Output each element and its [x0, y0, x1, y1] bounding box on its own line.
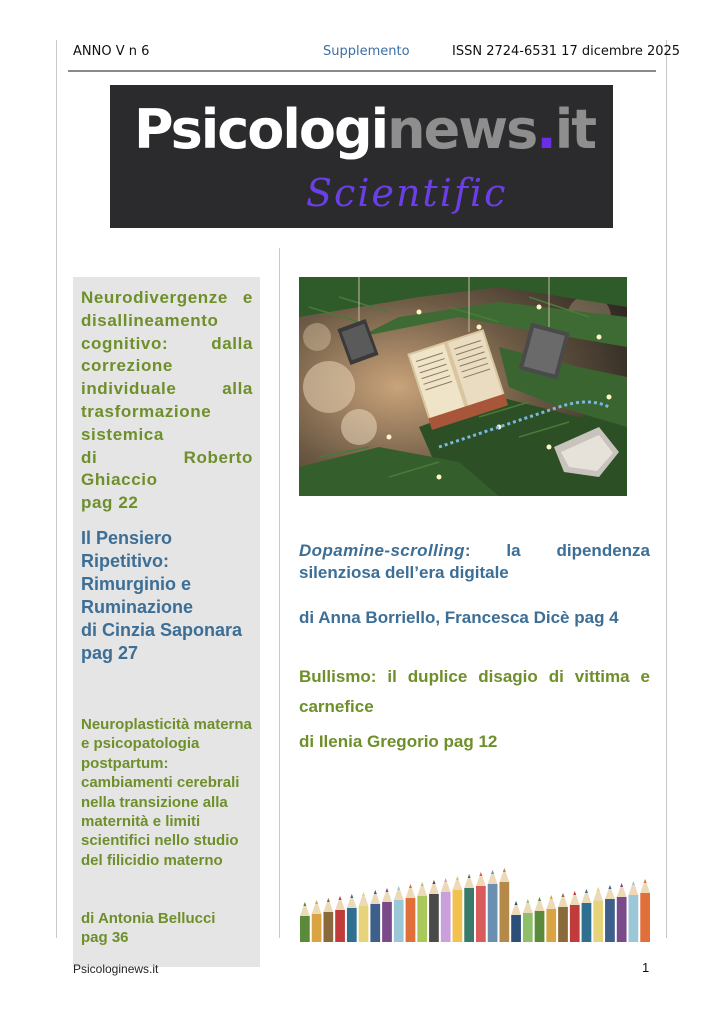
- pencil-lead: [503, 868, 506, 872]
- sidebar-article-3-page: pag 36: [81, 929, 129, 947]
- pencil-body: [605, 899, 615, 942]
- pencil-lead: [339, 896, 342, 900]
- sidebar-article-3-title: Neuroplasticità materna e psicopatologia postpartum: cambiamenti cerebrali nella transizione alla maternità e limiti scientifici nello studio del filicidio materno: [81, 716, 252, 869]
- pencil-body: [300, 916, 310, 942]
- pencil-body: [629, 895, 639, 942]
- issn-date: ISSN 2724-6531 17 dicembre 2025: [452, 44, 681, 59]
- main-article-2-title[interactable]: Bullismo: il duplice disagio di vittima e carnefice: [299, 667, 650, 716]
- pencil-lead: [409, 884, 412, 888]
- masthead-title-part1: Psicologi: [134, 98, 388, 161]
- pencil-body: [323, 912, 333, 942]
- masthead-title-dot: .: [536, 98, 555, 161]
- pencil-lead: [444, 878, 447, 882]
- pencil-body: [546, 909, 556, 942]
- pencil-body: [441, 892, 451, 942]
- page-number: 1: [642, 960, 650, 975]
- masthead-title: [134, 98, 596, 161]
- pencil-body: [417, 896, 427, 942]
- pencil-body: [593, 901, 603, 942]
- pencil-body: [382, 902, 392, 942]
- pencil-lead: [538, 897, 541, 901]
- pencil-body: [476, 886, 486, 942]
- pencil-lead: [350, 894, 353, 898]
- section-label: Supplemento: [323, 44, 410, 59]
- pencil-body: [558, 907, 568, 942]
- sidebar-article-2-page: pag 27: [81, 643, 139, 663]
- colored-pencils-drawing: [299, 852, 651, 942]
- sidebar-article-1-page: pag 22: [81, 493, 139, 513]
- pencil-body: [347, 908, 357, 942]
- main-article-1-title-rest: : la dipendenza silenziosa dell’era digitale: [299, 541, 650, 582]
- pencil-lead: [597, 887, 600, 891]
- pencil-body: [464, 888, 474, 942]
- main-article-1-byline: di Anna Borriello, Francesca Dicè pag 4: [299, 608, 619, 627]
- sidebar-article-1-author: di Roberto Ghiaccio: [81, 447, 253, 490]
- pencil-body: [535, 911, 545, 942]
- column-divider: [279, 248, 280, 938]
- pencil-body: [453, 890, 463, 942]
- sidebar-article-2-title: Il Pensiero Ripetitivo: Rimurginio e Ruminazione: [81, 528, 194, 617]
- pencil-lead: [397, 886, 400, 890]
- masthead-title-part3: it: [554, 98, 596, 161]
- pencil-lead: [491, 870, 494, 874]
- pencil-lead: [315, 900, 318, 904]
- pencil-lead: [386, 888, 389, 892]
- masthead-title-part2: news: [387, 98, 537, 161]
- issue-number: ANNO V n 6: [73, 44, 150, 59]
- sidebar-article-2[interactable]: [81, 527, 253, 665]
- header-rule: [68, 70, 656, 72]
- pencil-body: [394, 900, 404, 942]
- pencil-body: [335, 910, 345, 942]
- pencil-lead: [644, 879, 647, 883]
- pencil-lead: [303, 902, 306, 906]
- main-article-1-title-italic: Dopamine-scrolling: [299, 541, 465, 560]
- pencil-lead: [515, 901, 518, 905]
- pencil-body: [640, 893, 650, 942]
- footer-site: Psicologinews.it: [73, 962, 159, 976]
- sidebar-article-1[interactable]: [81, 287, 253, 515]
- colored-pencils-icon: [299, 852, 651, 942]
- pencil-body: [429, 894, 439, 942]
- pencil-lead: [526, 899, 529, 903]
- pencil-body: [406, 898, 416, 942]
- pencil-body: [617, 897, 627, 942]
- sidebar-article-3-byline: [81, 909, 253, 948]
- christmas-tree-icon: [299, 277, 627, 496]
- christmas-tree-photo: [299, 277, 627, 496]
- pencil-body: [370, 904, 380, 942]
- pencil-body: [582, 903, 592, 942]
- pencil-lead: [585, 889, 588, 893]
- pencil-lead: [550, 895, 553, 899]
- right-margin-line: [666, 40, 667, 938]
- pencil-body: [523, 913, 533, 942]
- main-article-2-byline: di Ilenia Gregorio pag 12: [299, 732, 498, 751]
- pencil-lead: [608, 885, 611, 889]
- pencil-body: [499, 882, 509, 942]
- main-article-1-title[interactable]: [299, 540, 650, 583]
- masthead-subtitle: Scientific: [306, 171, 508, 215]
- pencil-lead: [432, 880, 435, 884]
- sidebar-contents: [73, 277, 260, 967]
- pencil-lead: [362, 892, 365, 896]
- pencil-lead: [573, 891, 576, 895]
- masthead-logo: [110, 85, 613, 228]
- pencil-lead: [421, 882, 424, 886]
- sidebar-article-3[interactable]: [81, 715, 253, 870]
- left-margin-line: [56, 40, 57, 938]
- pencil-body: [511, 915, 521, 942]
- pencil-lead: [468, 874, 471, 878]
- pencil-lead: [479, 872, 482, 876]
- sidebar-article-1-title: Neurodivergenze e disallineamento cognitivo: dalla correzione individuale alla trasformazione sistemica: [81, 288, 253, 444]
- pencil-lead: [620, 883, 623, 887]
- sidebar-article-3-author: di Antonia Bellucci: [81, 910, 216, 927]
- pencil-lead: [374, 890, 377, 894]
- pencil-body: [570, 905, 580, 942]
- pencil-body: [359, 906, 369, 942]
- pencil-lead: [456, 876, 459, 880]
- pencil-lead: [562, 893, 565, 897]
- pencil-lead: [327, 898, 330, 902]
- pencil-body: [312, 914, 322, 942]
- pencil-lead: [632, 881, 635, 885]
- pencil-body: [488, 884, 498, 942]
- sidebar-article-2-author: di Cinzia Saponara: [81, 620, 243, 640]
